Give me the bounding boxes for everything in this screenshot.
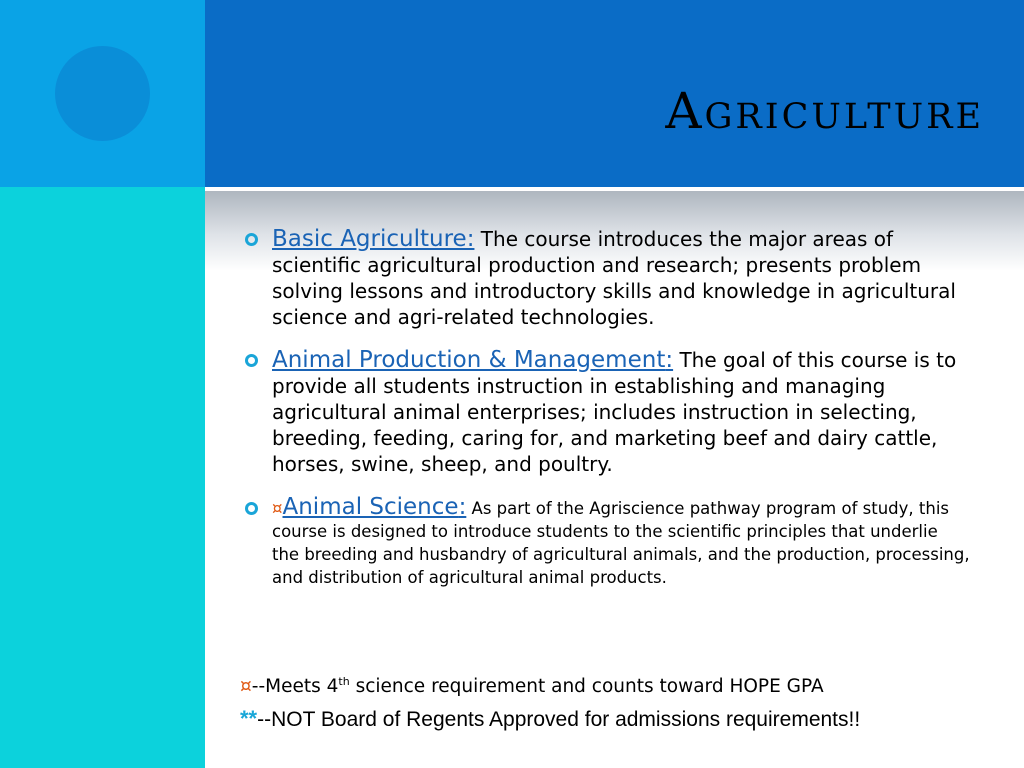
bullet-text: As part of the Agriscience pathway program of study, this course is designed to introduce students to the scientific principles that underlie the breeding and husbandry of agricultural animals, and the production, processing, and distribution of agricultural animal products. — [272, 499, 970, 587]
science-requirement-note — [240, 675, 824, 697]
left-bottom-panel — [0, 187, 205, 768]
circle-bullet-icon — [245, 233, 258, 246]
asterisk-marker: ** — [240, 706, 258, 731]
bullet-item-animal-science — [240, 496, 970, 589]
bullet-item-basic-agriculture — [240, 226, 970, 330]
basic-agriculture-link[interactable]: Basic Agriculture: — [272, 226, 475, 252]
circle-bullet-icon — [245, 502, 258, 515]
slide-content — [240, 226, 970, 589]
note-text-before: --Meets 4 — [251, 676, 339, 698]
decorative-circle — [55, 46, 150, 141]
regents-note-text: --NOT Board of Regents Approved for admissions requirements!! — [257, 708, 861, 731]
circle-bullet-icon — [245, 354, 258, 367]
bullet-item-animal-production — [240, 347, 970, 477]
currency-marker-icon: ¤ — [272, 499, 283, 518]
regents-note — [240, 706, 860, 732]
note-superscript: th — [338, 675, 350, 688]
link-colon: : — [458, 494, 467, 520]
note-text-after: science requirement and counts toward HOPE GPA — [349, 676, 824, 698]
animal-science-link[interactable]: Animal Science — [282, 494, 459, 520]
link-colon: : — [665, 347, 674, 373]
bullet-text: The goal of this course is to provide all students instruction in establishing and managing agricultural animal enterprises; includes instruction in selecting, breeding, feeding, caring for, and marketing beef and dairy cattle, horses, swine, sheep, and poultry. — [272, 348, 957, 476]
bullet-text: The course introduces the major areas of scientific agricultural production and research; presents problem solving lessons and introductory skills and knowledge in agricultural science and agri-related technologies. — [272, 227, 956, 329]
slide-title: Agriculture — [665, 82, 984, 140]
currency-marker-icon: ¤ — [240, 676, 252, 698]
animal-production-link[interactable]: Animal Production & Management — [272, 347, 666, 373]
